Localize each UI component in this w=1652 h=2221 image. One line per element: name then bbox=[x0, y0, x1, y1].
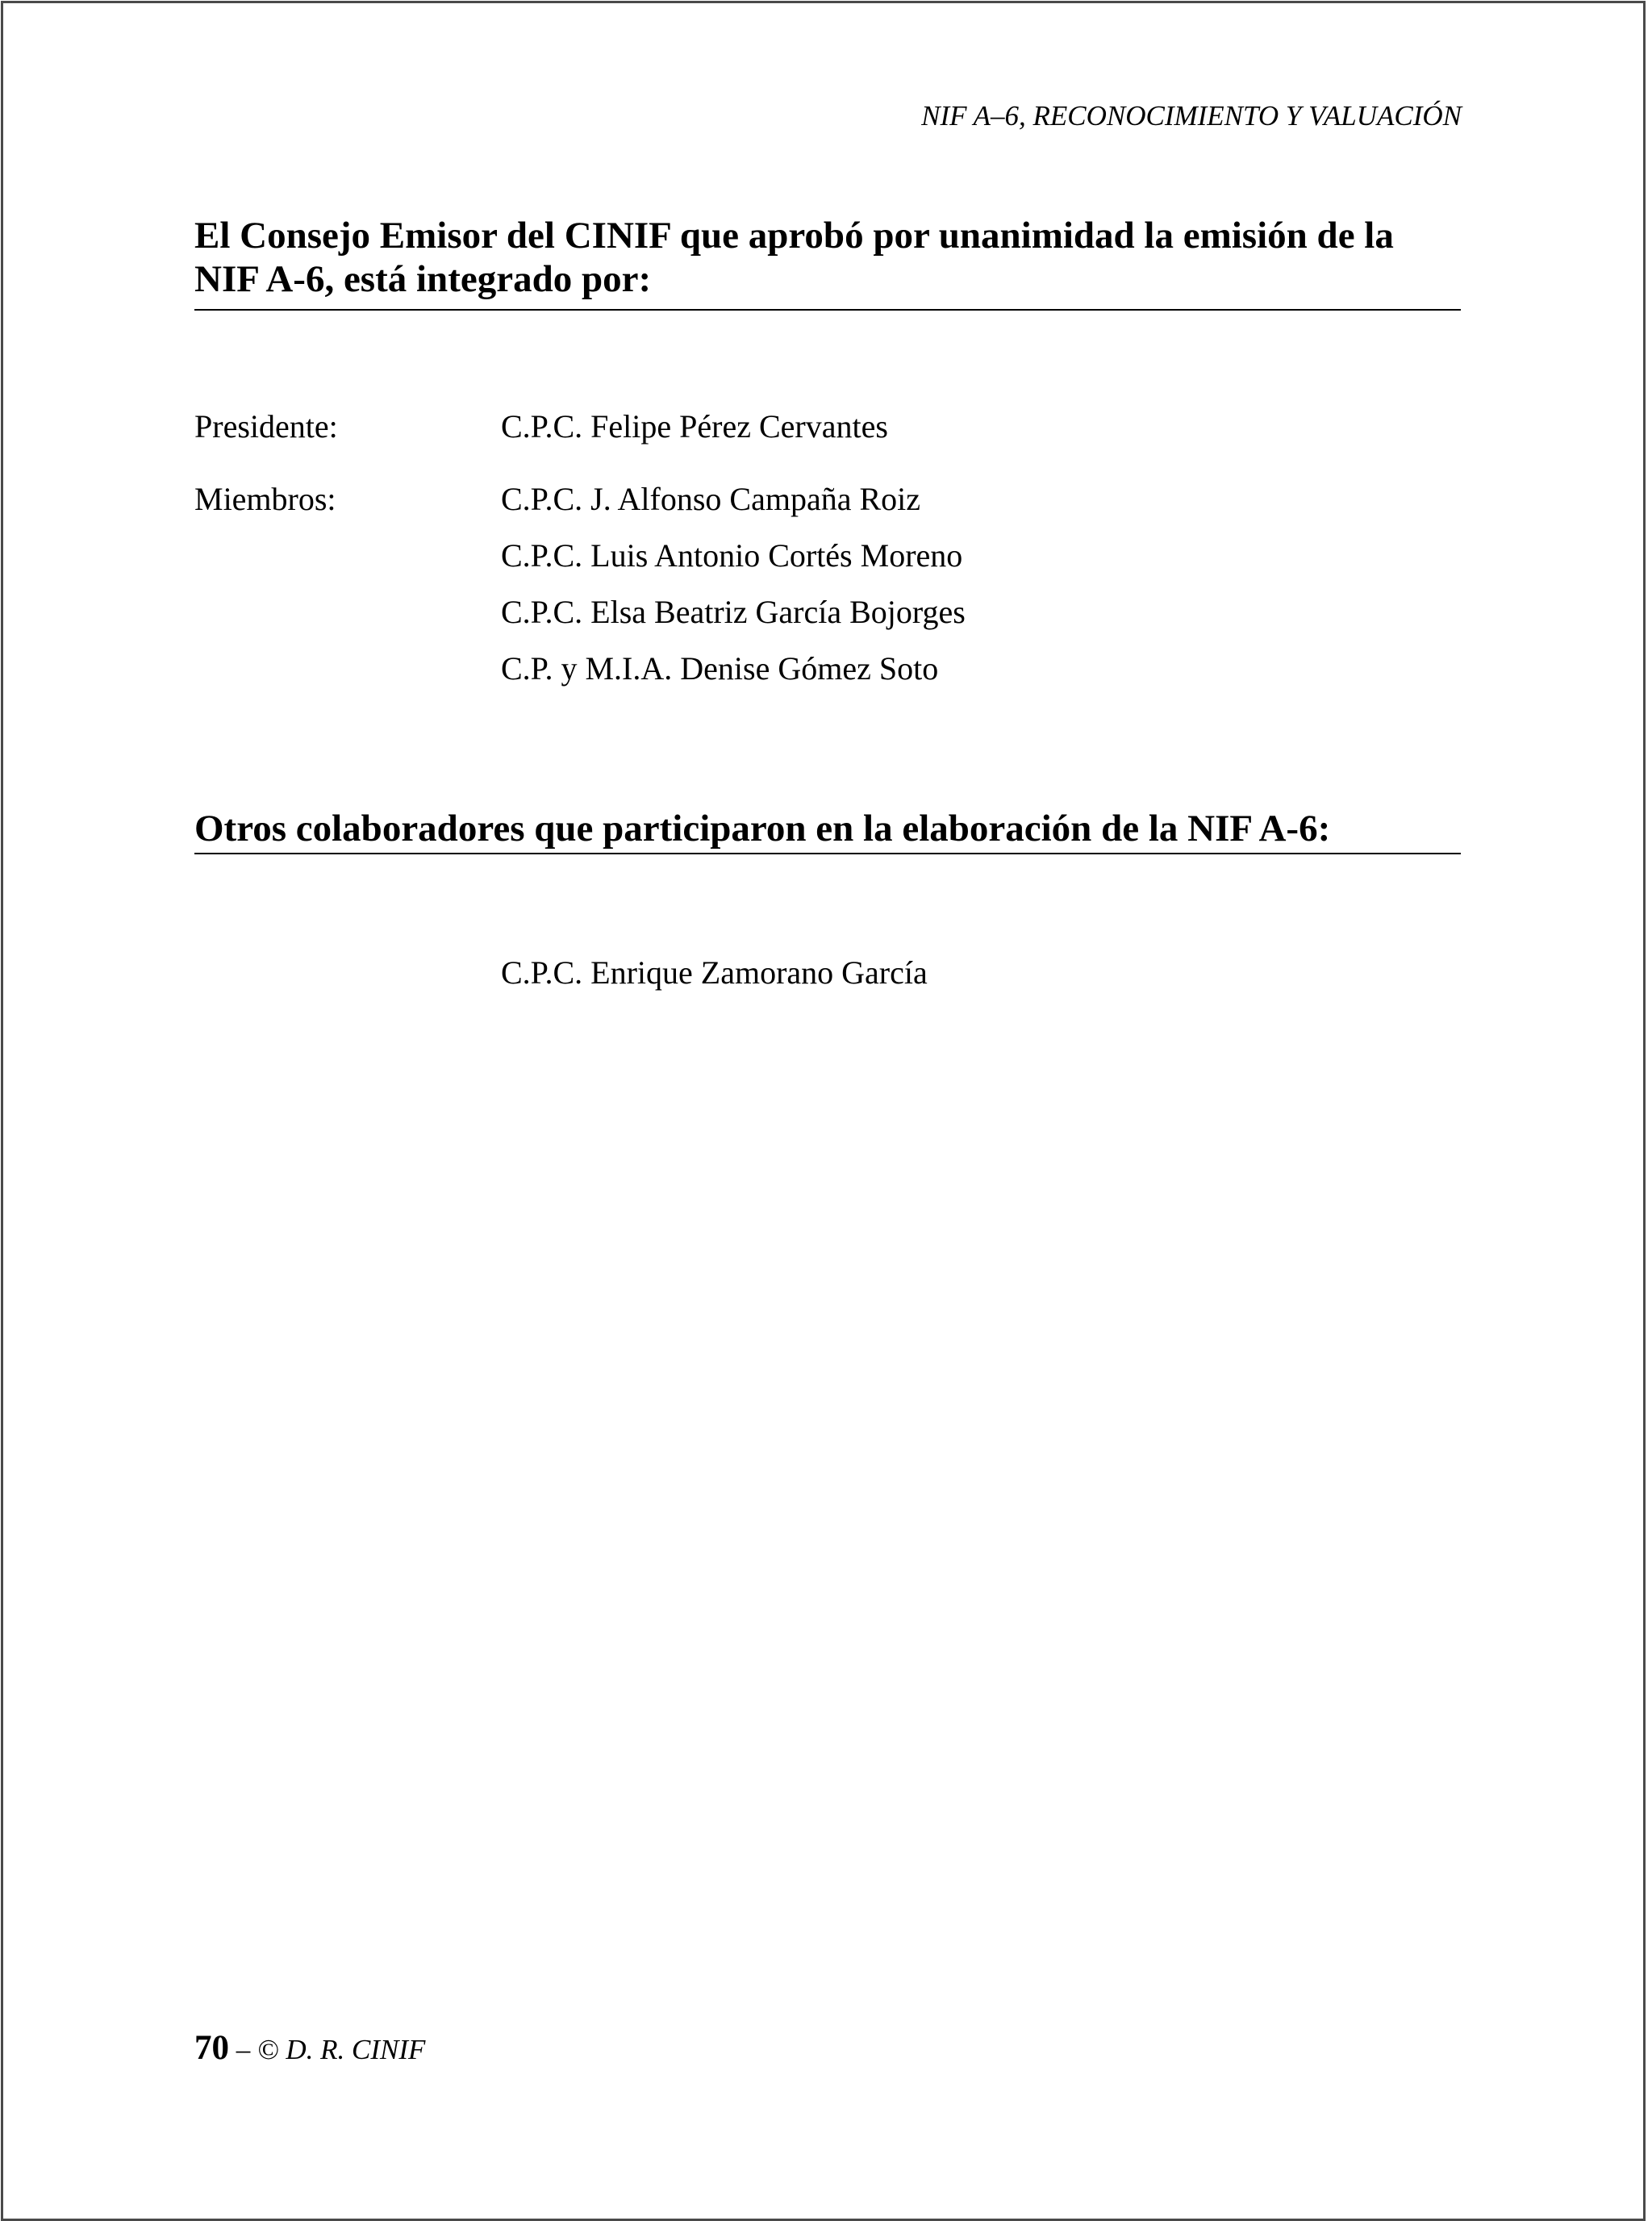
member-name: C.P.C. Elsa Beatriz García Bojorges bbox=[501, 594, 966, 630]
page-number: 70 bbox=[194, 2029, 229, 2067]
president-name: C.P.C. Felipe Pérez Cervantes bbox=[501, 408, 888, 445]
collaborator-name: C.P.C. Enrique Zamorano García bbox=[501, 954, 928, 991]
footer-separator: – bbox=[229, 2034, 257, 2065]
member-name: C.P. y M.I.A. Denise Gómez Soto bbox=[501, 650, 939, 687]
council-heading: El Consejo Emisor del CINIF que aprobó por unanimidad la emisión de la NIF A-6, está integrado por: bbox=[194, 214, 1461, 311]
member-name: C.P.C. J. Alfonso Campaña Roiz bbox=[501, 481, 921, 517]
member-name: C.P.C. Luis Antonio Cortés Moreno bbox=[501, 537, 963, 574]
members-label: Miembros: bbox=[194, 481, 336, 517]
collaborators-heading: Otros colaboradores que participaron en la elaboración de la NIF A-6: bbox=[194, 807, 1461, 854]
footer-copyright: © D. R. CINIF bbox=[257, 2034, 426, 2065]
page-footer bbox=[194, 2029, 425, 2075]
president-label: Presidente: bbox=[194, 408, 338, 445]
page-border bbox=[1, 1, 1646, 2221]
running-header: NIF A–6, RECONOCIMIENTO Y VALUACIÓN bbox=[921, 100, 1462, 132]
